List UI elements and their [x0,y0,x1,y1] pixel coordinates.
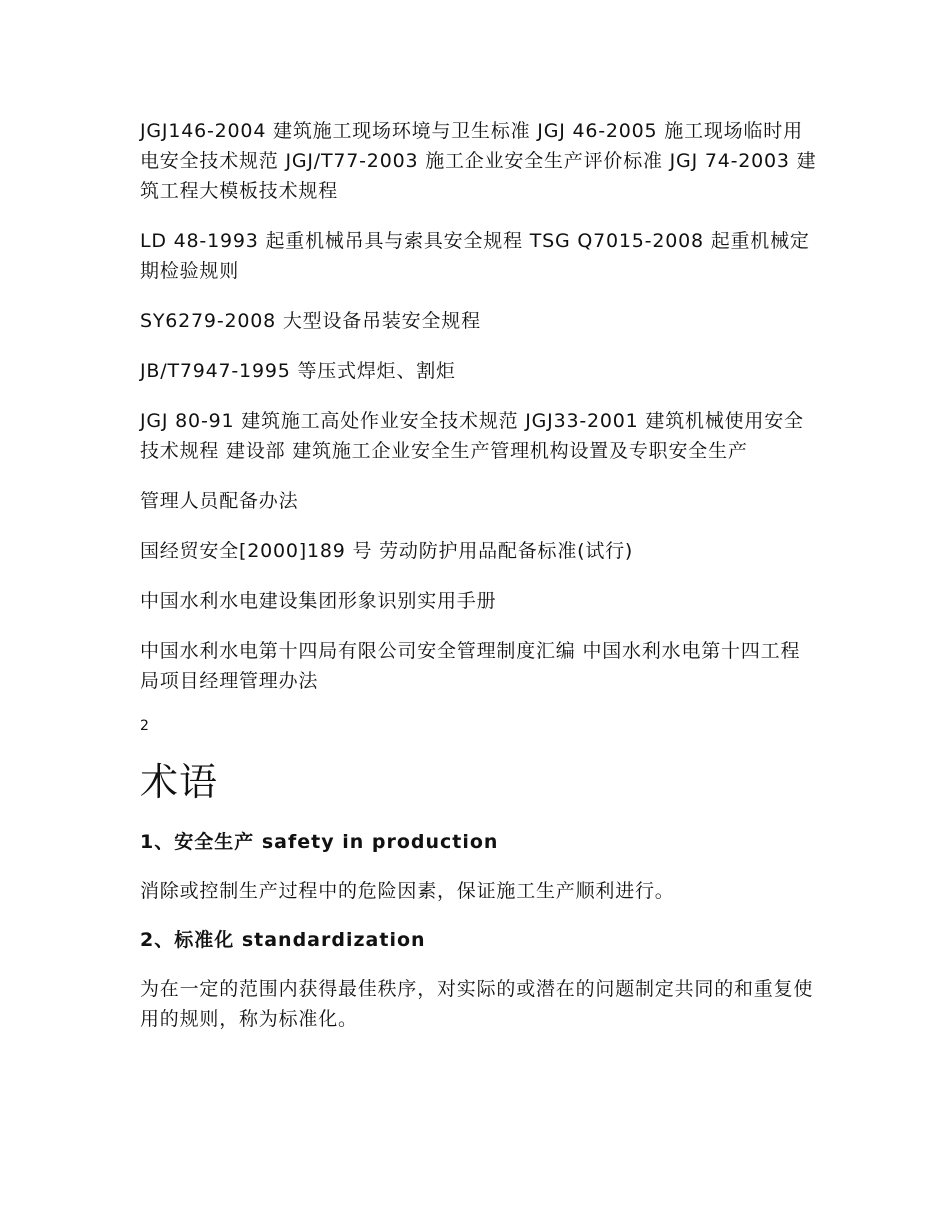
reference-paragraph-5: JGJ 80-91 建筑施工高处作业安全技术规范 JGJ33-2001 建筑机械使用安全技术规程 建设部 建筑施工企业安全生产管理机构设置及专职安全生产 [140,410,804,462]
reference-paragraph-2: LD 48-1993 起重机械吊具与索具安全规程 TSG Q7015-2008 起重机械定期检验规则 [140,230,810,282]
section-title: 术语 [140,760,219,804]
reference-paragraph-9: 中国水利水电第十四局有限公司安全管理制度汇编 中国水利水电第十四工程局项目经理管理办法 [140,640,801,692]
term-heading-1: 1、安全生产 safety in production [140,831,499,853]
term-definition-1: 消除或控制生产过程中的危险因素，保证施工生产顺利进行。 [140,880,675,902]
term-definition-2: 为在一定的范围内获得最佳秩序，对实际的或潜在的问题制定共同的和重复使用的规则，称为标准化。 [140,978,814,1030]
document-page [140,116,820,1054]
reference-paragraph-1: JGJ146-2004 建筑施工现场环境与卫生标准 JGJ 46-2005 施工现场临时用电安全技术规范 JGJ/T77-2003 施工企业安全生产评价标准 JGJ 74-2003 建筑工程大模板技术规程 [140,120,817,202]
reference-paragraph-6: 管理人员配备办法 [140,490,299,512]
reference-paragraph-8: 中国水利水电建设集团形象识别实用手册 [140,590,497,612]
reference-paragraph-4: JB/T7947-1995 等压式焊炬、割炬 [140,360,456,382]
page-number: 2 [140,718,149,734]
term-heading-2: 2、标准化 standardization [140,929,426,951]
reference-paragraph-7: 国经贸安全[2000]189 号 劳动防护用品配备标准(试行) [140,540,634,562]
reference-paragraph-3: SY6279-2008 大型设备吊装安全规程 [140,310,481,332]
